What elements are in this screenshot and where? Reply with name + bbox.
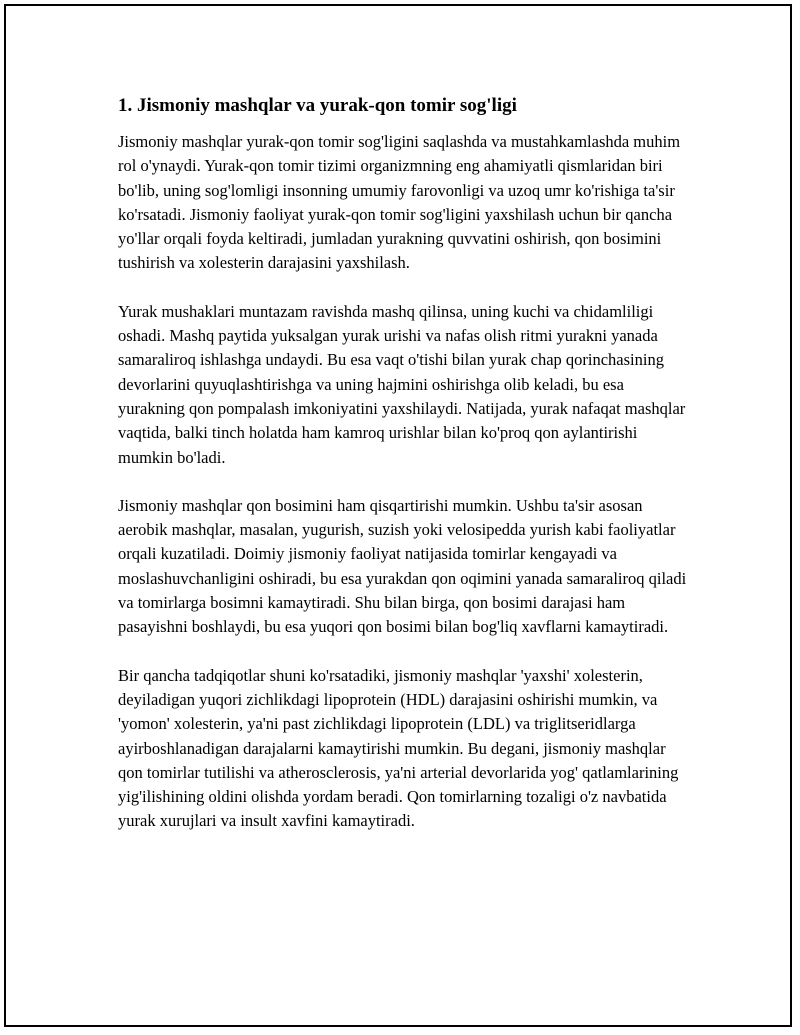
paragraph-3: Jismoniy mashqlar qon bosimini ham qisqartirishi mumkin. Ushbu ta'sir asosan aerobik mashqlar, masalan, yugurish, suzish yoki velosipedda yurish kabi faoliyatlar orqali kuzatiladi. Doimiy jismoniy faoliyat natijasida tomirlar kengayadi va moslashuvchanligini oshiradi, bu esa yurakdan qon oqimini yanada samaraliroq qiladi va tomirlarga bosimni kamaytiradi. Shu bilan birga, qon bosimi darajasi ham pasayishni boshlaydi, bu esa yuqori qon bosimi bilan bog'liq xavflarni kamaytiradi.	[118, 495, 687, 637]
paragraph-4: Bir qancha tadqiqotlar shuni ko'rsatadiki, jismoniy mashqlar 'yaxshi' xolesterin, deyiladigan yuqori zichlikdagi lipoprotein (HDL) darajasini oshirishi mumkin, va 'yomon' xolesterin, ya'ni past zichlikdagi lipoprotein (LDL) va triglitseridlarga ayirboshlanadigan darajalarni kamaytirishi mumkin. Bu degani, jismoniy mashqlar qon tomirlar tutilishi va atherosclerosis, ya'ni arterial devorlarida yog' qatlamlarining yig'ilishining oldini olishda yordam beradi. Qon tomirlarning tozaligi o'z navbatida yurak xurujlari va insult xavfini kamaytiradi.	[118, 665, 679, 831]
section-heading: 1. Jismoniy mashqlar va yurak-qon tomir sog'ligi	[118, 95, 517, 116]
paragraph-1: Jismoniy mashqlar yurak-qon tomir sog'ligini saqlashda va mustahkamlashda muhim rol o'ynaydi. Yurak-qon tomir tizimi organizmning eng ahamiyatli qismlaridan biri bo'lib, uning sog'lomligi insonning umumiy farovonligi va uzoq umr ko'rishiga ta'sir ko'rsatadi. Jismoniy faoliyat yurak-qon tomir sog'ligini yaxshilash uchun bir qancha yo'llar orqali foyda keltiradi, jumladan yurakning quvvatini oshirish, qon bosimini tushirish va xolesterin darajasini yaxshilash.	[118, 132, 681, 273]
paragraph-2: Yurak mushaklari muntazam ravishda mashq qilinsa, uning kuchi va chidamliligi oshadi. Mashq paytida yuksalgan yurak urishi va nafas olish ritmi yurakni yanada samaraliroq ishlashga undaydi. Bu esa vaqt o'tishi bilan yurak chap qorinchasining devorlarini quyuqlashtirishga va uning hajmini oshirishga olib keladi, bu esa yurakning qon pompalash imkoniyatini yaxshilaydi. Natijada, yurak nafaqat mashqlar vaqtida, balki tinch holatda ham kamroq urishlar bilan ko'proq qon aylantirishi mumkin bo'ladi.	[118, 301, 686, 467]
document-body	[118, 94, 688, 858]
